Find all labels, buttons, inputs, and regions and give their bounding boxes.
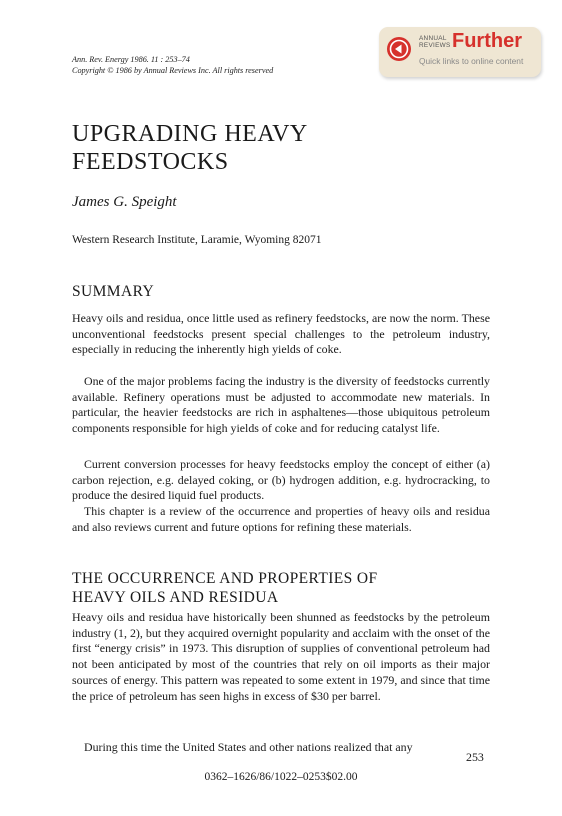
footer-code: 0362–1626/86/1022–0253$02.00 — [204, 771, 358, 783]
summary-paragraph-4: This chapter is a review of the occurrence and properties of heavy oils and residua and also reviews current and future options for refining these materials. — [72, 504, 490, 534]
occurrence-paragraph-2: During this time the United States and other nations realized that any — [84, 740, 413, 754]
play-arrow-icon — [387, 37, 411, 61]
title-line-1: UPGRADING HEAVY — [72, 121, 308, 147]
summary-paragraph-1: Heavy oils and residua, once little used as refinery feedstocks, are now the norm. These unconventional feedstocks present special challenges to the petroleum industry, especially in reducing the inherently high yields of coke. — [72, 311, 490, 357]
occurrence-heading-line-1: THE OCCURRENCE AND PROPERTIES OF — [72, 570, 378, 587]
citation-line-1: Ann. Rev. Energy 1986. 11 : 253–74 — [72, 55, 190, 64]
author-affiliation: Western Research Institute, Laramie, Wyoming 82071 — [72, 234, 322, 246]
occurrence-paragraph-1: Heavy oils and residua have historically been shunned as feedstocks by the petroleum industry (1, 2), but they acquired overnight popularity and acclaim with the onset of the first “energy crisis” in 1973. This disruption of supplies of conventional petroleum had not been anticipated by most of the countries that rely on oil imports as their major sources of energy. This pattern was repeated to some extent in 1979, and since that time the price of petroleum has seen highs in excess of $30 per barrel. — [72, 610, 490, 703]
badge-reviews-label: REVIEWS — [419, 42, 451, 49]
badge-quick-links-text[interactable]: Quick links to online content — [419, 56, 524, 66]
citation-line-2: Copyright © 1986 by Annual Reviews Inc. All rights reserved — [72, 66, 274, 75]
annual-reviews-further-badge[interactable] — [379, 27, 541, 77]
occurrence-heading — [72, 569, 378, 607]
author-name: James G. Speight — [72, 194, 177, 210]
summary-paragraph-2: One of the major problems facing the industry is the diversity of feedstocks currently available. Refinery operations must be adjusted to accommodate new materials. In particular, the heavier feedstocks are rich in asphaltenes—those ubiquitous petroleum components responsible for high yields of coke and for reducing catalyst life. — [72, 374, 490, 436]
summary-paragraph-3: Current conversion processes for heavy feedstocks employ the concept of either (a) carbon rejection, e.g. delayed coking, or (b) hydrogen addition, e.g. hydrocracking, to produce the desired liquid fuel products. — [72, 457, 490, 503]
summary-heading: SUMMARY — [72, 283, 155, 300]
badge-publisher — [419, 35, 451, 49]
article-title — [72, 120, 308, 176]
journal-citation — [72, 54, 273, 76]
badge-further-label: Further — [452, 30, 522, 52]
badge-annual-label: ANNUAL — [419, 35, 447, 42]
page-number: 253 — [466, 750, 484, 764]
occurrence-heading-line-2: HEAVY OILS AND RESIDUA — [72, 589, 279, 606]
title-line-2: FEEDSTOCKS — [72, 149, 229, 175]
